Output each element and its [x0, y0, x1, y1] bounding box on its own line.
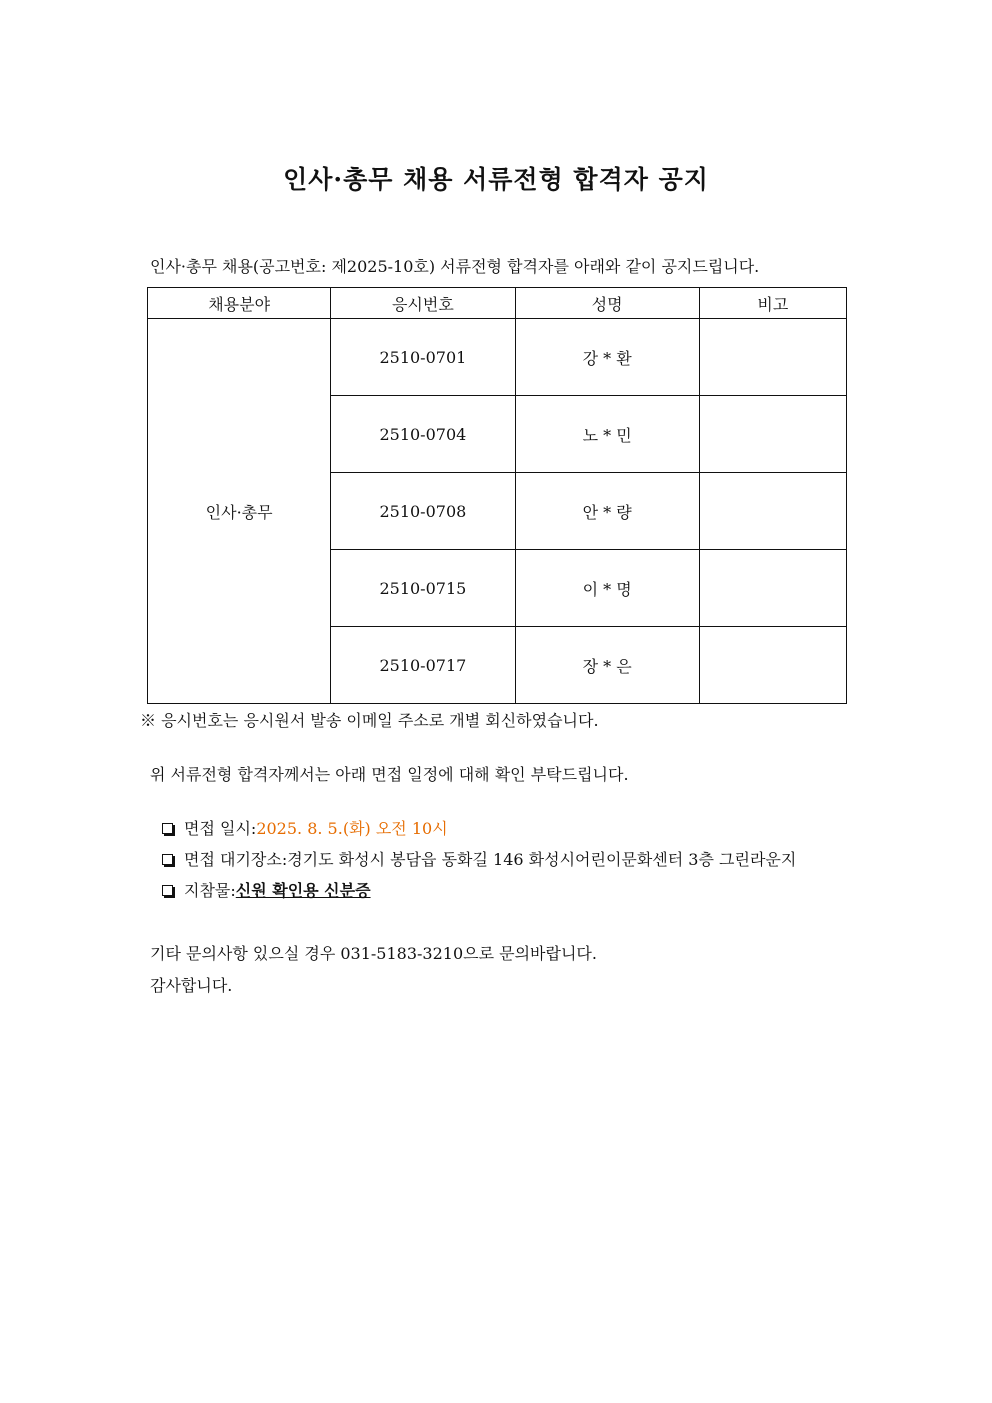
applicant-number-cell: 2510-0704	[331, 396, 515, 473]
checkbox-icon	[162, 885, 173, 896]
list-item-waiting-place	[160, 844, 796, 875]
items-label: 지참물:	[184, 880, 236, 900]
remark-cell	[699, 396, 846, 473]
applicant-number-cell: 2510-0708	[331, 473, 515, 550]
name-cell: 강 * 환	[515, 319, 699, 396]
intro-text: 인사·총무 채용(공고번호: 제2025-10호) 서류전형 합격자를 아래와 같이 공지드립니다.	[150, 257, 760, 276]
interview-request-text: 위 서류전형 합격자께서는 아래 면접 일정에 대해 확인 부탁드립니다.	[150, 765, 629, 784]
interview-details-list	[160, 813, 796, 906]
page-title: 인사·총무 채용 서류전형 합격자 공지	[283, 165, 709, 194]
applicant-number-cell: 2510-0715	[331, 550, 515, 627]
place-label: 면접 대기장소:	[184, 849, 288, 869]
header-remark: 비고	[699, 288, 846, 319]
checkbox-icon	[162, 823, 173, 834]
list-item-items-to-bring	[160, 875, 796, 906]
table-row	[148, 319, 847, 396]
applicant-number-cell: 2510-0717	[331, 627, 515, 704]
name-cell: 안 * 량	[515, 473, 699, 550]
closing-text: 감사합니다.	[150, 976, 233, 995]
header-applicant-number: 응시번호	[331, 288, 515, 319]
name-cell: 이 * 명	[515, 550, 699, 627]
remark-cell	[699, 550, 846, 627]
checkbox-icon	[162, 854, 173, 865]
name-cell: 노 * 민	[515, 396, 699, 473]
contact-text: 기타 문의사항 있으실 경우 031-5183-3210으로 문의바랍니다.	[150, 944, 597, 963]
notice-footnote: ※ 응시번호는 응시원서 발송 이메일 주소로 개별 회신하였습니다.	[140, 711, 599, 730]
remark-cell	[699, 319, 846, 396]
applicant-number-cell: 2510-0701	[331, 319, 515, 396]
name-cell: 장 * 은	[515, 627, 699, 704]
items-value: 신원 확인용 신분증	[235, 880, 371, 900]
passers-table	[147, 287, 847, 704]
remark-cell	[699, 473, 846, 550]
list-item-interview-datetime	[160, 813, 796, 844]
place-value: 경기도 화성시 봉담읍 동화길 146 화성시어린이문화센터 3층 그린라운지	[287, 849, 797, 869]
field-cell: 인사·총무	[148, 319, 331, 704]
table-header-row	[148, 288, 847, 319]
datetime-value: 2025. 8. 5.(화) 오전 10시	[256, 818, 448, 838]
header-field: 채용분야	[148, 288, 331, 319]
remark-cell	[699, 627, 846, 704]
header-name: 성명	[515, 288, 699, 319]
datetime-label: 면접 일시:	[184, 818, 257, 838]
